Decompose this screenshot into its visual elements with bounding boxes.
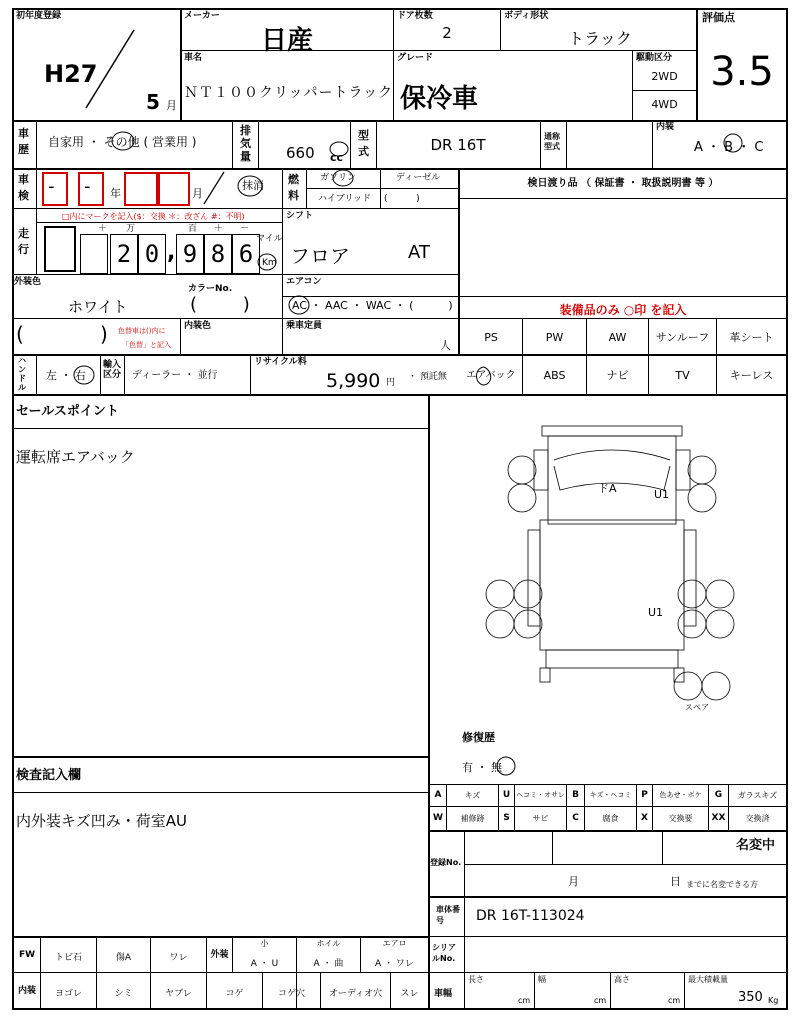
color-change-note2: 「色替」と記入	[122, 341, 171, 349]
width-unit: cm	[594, 996, 607, 1005]
mileage-hyaku-unit: 百	[188, 224, 198, 234]
import-options: ディーラー ・ 並行	[132, 370, 218, 381]
legend-desc: 補修跡	[460, 814, 485, 823]
car-name-value: ＮＴ１００クリッパートラック	[184, 85, 394, 101]
equipment-pw[interactable]: PW	[545, 331, 564, 344]
vehicle-damage-diagram	[470, 420, 760, 720]
model-label: 型式	[358, 129, 369, 158]
aircon-label: エアコン	[286, 277, 322, 287]
documents-label: 検日渡り品 （ 保証書 ・ 取扱説明書 等 ）	[527, 178, 719, 189]
grade-label: グレード	[397, 53, 434, 63]
legend-code: U	[502, 790, 511, 800]
legend-desc: 交換済	[745, 814, 770, 823]
svg-text:U1: U1	[654, 488, 670, 501]
damage-item: トビ石	[54, 953, 82, 963]
capacity-unit: 人	[440, 339, 451, 352]
handle-options: 左 ・ 右	[46, 369, 86, 382]
spare-label: スペア	[685, 703, 709, 712]
expired-circle-mark	[236, 174, 264, 198]
maker-value: 日産	[260, 26, 313, 56]
inspection-expired: 抹消	[242, 179, 264, 192]
fuel-hybrid: ハイブリッド	[318, 194, 372, 204]
slash-mark	[80, 28, 140, 112]
damage-item: スレ	[400, 989, 419, 999]
odometer-digit: 2	[110, 234, 138, 274]
equipment-leather-seat[interactable]: 革シート	[729, 331, 774, 344]
ac-circle-mark	[286, 294, 312, 316]
paren-right: )	[100, 322, 108, 346]
airbag-circle-mark	[470, 364, 498, 388]
month-unit: 月	[166, 99, 177, 112]
legend-desc: ヘコミ・オサレ	[516, 791, 565, 799]
repair-none-circle-mark	[494, 754, 518, 778]
body-value: トラック	[568, 29, 632, 48]
fuel-other: ( )	[384, 194, 420, 204]
recycle-deposit: ・ 預託無	[408, 372, 447, 382]
mileage-label: 走行	[18, 227, 29, 256]
aero-options: A ・ ワレ	[375, 959, 414, 969]
odometer-digit-blank	[80, 234, 108, 274]
model-value: DR 16T	[430, 136, 486, 154]
dash-1: -	[48, 176, 55, 197]
inspection-month-box1[interactable]	[124, 172, 158, 206]
drive-label: 駆動区分	[636, 53, 673, 63]
legend-code: C	[572, 813, 579, 823]
color-no-label: カラーNo.	[188, 284, 233, 294]
first-registration-month: 5	[146, 90, 160, 114]
equipment-sunroof[interactable]: サンルーフ	[655, 331, 710, 344]
body-label: ボディ形状	[504, 11, 549, 21]
fuel-diesel: ディーゼル	[396, 173, 441, 183]
color-no-value: ( )	[190, 294, 250, 315]
damage-item: ヤブレ	[165, 989, 192, 999]
mile-label: マイル	[256, 234, 283, 244]
equipment-tv[interactable]: TV	[675, 369, 690, 382]
odometer-comma: ,	[167, 240, 176, 265]
recycle-value: 5,990	[326, 370, 381, 392]
max-load-value: 350	[738, 990, 763, 1005]
repair-history-options: 有 ・ 無	[462, 761, 502, 774]
repair-history-label: 修復歴	[462, 731, 495, 744]
paren-left: (	[16, 322, 24, 346]
aircon-options: AC ・ AAC ・ WAC ・ ( )	[292, 299, 453, 312]
displacement-unit: cc	[330, 151, 344, 164]
inspection-notes-text: 内外装キズ凹み・荷室AU	[16, 812, 187, 830]
legend-code: XX	[711, 813, 726, 823]
chassis-label: 車体番号	[436, 905, 460, 925]
legend-code: W	[433, 813, 443, 823]
shift-label: シフト	[286, 211, 314, 221]
fw-label: FW	[18, 950, 36, 960]
cargo-label: 車幅	[434, 989, 453, 999]
inspection-label: 車検	[18, 173, 29, 202]
exterior-small-label: 外装	[210, 950, 229, 960]
gasoline-circle-mark	[330, 168, 356, 188]
dash-2: -	[84, 176, 91, 197]
svg-text:ドA: ドA	[598, 482, 617, 495]
vehicle-history-label: 車歴	[18, 127, 29, 156]
equipment-keyless[interactable]: キーレス	[729, 369, 774, 382]
legend-desc: 交換要	[668, 814, 693, 823]
cc-circle-mark	[328, 140, 350, 158]
mileage-plus-man: ＋	[98, 224, 108, 234]
mileage-note: □内にマークを記入($：交換 ＊：改ざん #：不明)	[62, 212, 245, 221]
small-label: 小	[260, 939, 269, 948]
odometer-digit: 8	[204, 234, 232, 274]
right-handle-circle-mark	[72, 364, 96, 386]
wheel-options: A ・ 曲	[313, 959, 344, 969]
name-change-label: 名変中	[736, 838, 776, 853]
aero-label: エアロ	[382, 939, 407, 948]
first-registration-label: 初年度登録	[16, 11, 62, 21]
doors-label: ドア枚数	[397, 11, 433, 21]
damage-item: ヨゴレ	[54, 989, 82, 999]
length-unit: cm	[518, 996, 531, 1005]
color-change-note1: 色替車は()内に	[118, 327, 166, 335]
first-registration-year: H27	[44, 60, 98, 88]
mileage-plus: ＋	[214, 224, 224, 234]
grade-score-label: 評価点	[702, 11, 735, 24]
sales-point-text: 運転席エアバック	[16, 448, 135, 466]
legend-desc: サビ	[532, 814, 549, 823]
inspection-month-unit: 月	[192, 187, 203, 200]
capacity-label: 乗車定員	[286, 321, 323, 331]
registration-day-unit: 日	[670, 875, 681, 888]
legend-code: P	[641, 790, 648, 800]
legend-desc: 腐食	[602, 814, 619, 823]
mileage-mark-box[interactable]	[44, 226, 76, 272]
recycle-label: リサイクル料	[254, 357, 307, 367]
equipment-ps[interactable]: PS	[484, 331, 498, 344]
height-unit: cm	[668, 996, 681, 1005]
svg-text:U1: U1	[648, 606, 664, 619]
mileage-man-unit: 万	[126, 224, 136, 234]
legend-code: S	[503, 813, 510, 823]
interior-grade-options: A ・ B ・ C	[694, 140, 764, 155]
drive-4wd: 4WD	[651, 98, 678, 111]
import-label: 輸入区分	[103, 360, 122, 380]
width-label: 幅	[538, 975, 546, 984]
registration-month-unit: 月	[568, 875, 579, 888]
damage-item: シミ	[114, 989, 133, 999]
shift-position: フロア	[290, 244, 350, 268]
damage-item: ワレ	[169, 953, 188, 963]
serial-label: シリアルNo.	[432, 943, 456, 963]
damage-item: コゲ	[225, 989, 244, 999]
shift-type: AT	[408, 242, 430, 263]
exterior-color-label: 外装色	[14, 277, 42, 287]
legend-desc: キズ	[464, 791, 481, 800]
max-load-unit: Kg	[768, 996, 779, 1005]
car-name-label: 車名	[184, 53, 203, 63]
fuel-label: 燃料	[288, 173, 299, 202]
interior-color-label: 内装色	[184, 321, 212, 331]
maker-label: メーカー	[184, 11, 220, 21]
handle-label: ハンドル	[18, 356, 26, 392]
km-circle-mark	[256, 252, 278, 272]
odometer-digit: 9	[176, 234, 204, 274]
doors-value: 2	[442, 24, 452, 42]
legend-code: X	[641, 813, 648, 823]
inspection-notes-title: 検査記入欄	[16, 768, 82, 783]
wheel-label: ホイル	[316, 939, 341, 948]
height-label: 高さ	[614, 975, 630, 984]
drive-2wd: 2WD	[651, 70, 678, 83]
equipment-abs[interactable]: ABS	[543, 369, 566, 382]
equipment-airbag[interactable]: エアバック	[466, 370, 516, 381]
inspection-year-box1[interactable]	[42, 172, 68, 206]
odometer-digit: 6	[232, 234, 260, 274]
equipment-navi[interactable]: ナビ	[606, 369, 629, 382]
legend-code: B	[572, 790, 579, 800]
grade-value: 保冷車	[400, 84, 479, 114]
recycle-unit: 円	[386, 378, 396, 388]
legend-code: A	[434, 790, 442, 800]
usage-circle-mark	[110, 130, 136, 152]
interior-grade-circle-mark	[722, 132, 744, 154]
chassis-number: DR 16T-113024	[476, 908, 585, 924]
displacement-value: 660	[286, 144, 315, 162]
odometer-digit: 0	[138, 234, 166, 274]
legend-code: G	[714, 790, 723, 800]
legend-desc: キズ・ヘコミ	[589, 791, 632, 799]
exterior-color-value: ホワイト	[68, 298, 128, 316]
registration-label: 登録No.	[430, 858, 462, 867]
fuel-gasoline: ガソリン	[320, 173, 357, 183]
small-options: A ・ U	[250, 959, 279, 969]
interior-damage-label: 内装	[17, 986, 36, 996]
damage-item: コゲ穴	[277, 989, 305, 999]
grade-score-value: 3.5	[710, 49, 774, 95]
legend-desc: ガラスキズ	[737, 791, 778, 800]
equipment-aw[interactable]: AW	[608, 331, 627, 344]
length-label: 長さ	[468, 975, 484, 984]
inspection-slash	[198, 170, 228, 206]
inspection-month-box2[interactable]	[158, 172, 190, 206]
damage-item: オーディオ穴	[328, 989, 383, 999]
inspection-year-box2[interactable]	[78, 172, 104, 206]
usage-value: 自家用 ・ その他 ( 営業用 )	[48, 135, 197, 149]
registration-deadline: までに名変できる方	[686, 880, 758, 889]
inspection-year-unit: 年	[110, 187, 121, 200]
equipment-header: 装備品のみ ○印 を記入	[559, 303, 687, 317]
legend-desc: 色あせ・ボケ	[659, 791, 702, 799]
sales-point-title: セールスポイント	[16, 404, 119, 419]
mileage-minus: －	[240, 224, 250, 234]
km-label: Km	[262, 258, 277, 268]
common-model-label: 通称型式	[544, 132, 560, 151]
damage-item: 傷A	[115, 953, 132, 963]
max-load-label: 最大積載量	[688, 975, 728, 984]
interior-grade-label: 内装	[656, 122, 675, 132]
displacement-label: 排気量	[240, 124, 251, 163]
